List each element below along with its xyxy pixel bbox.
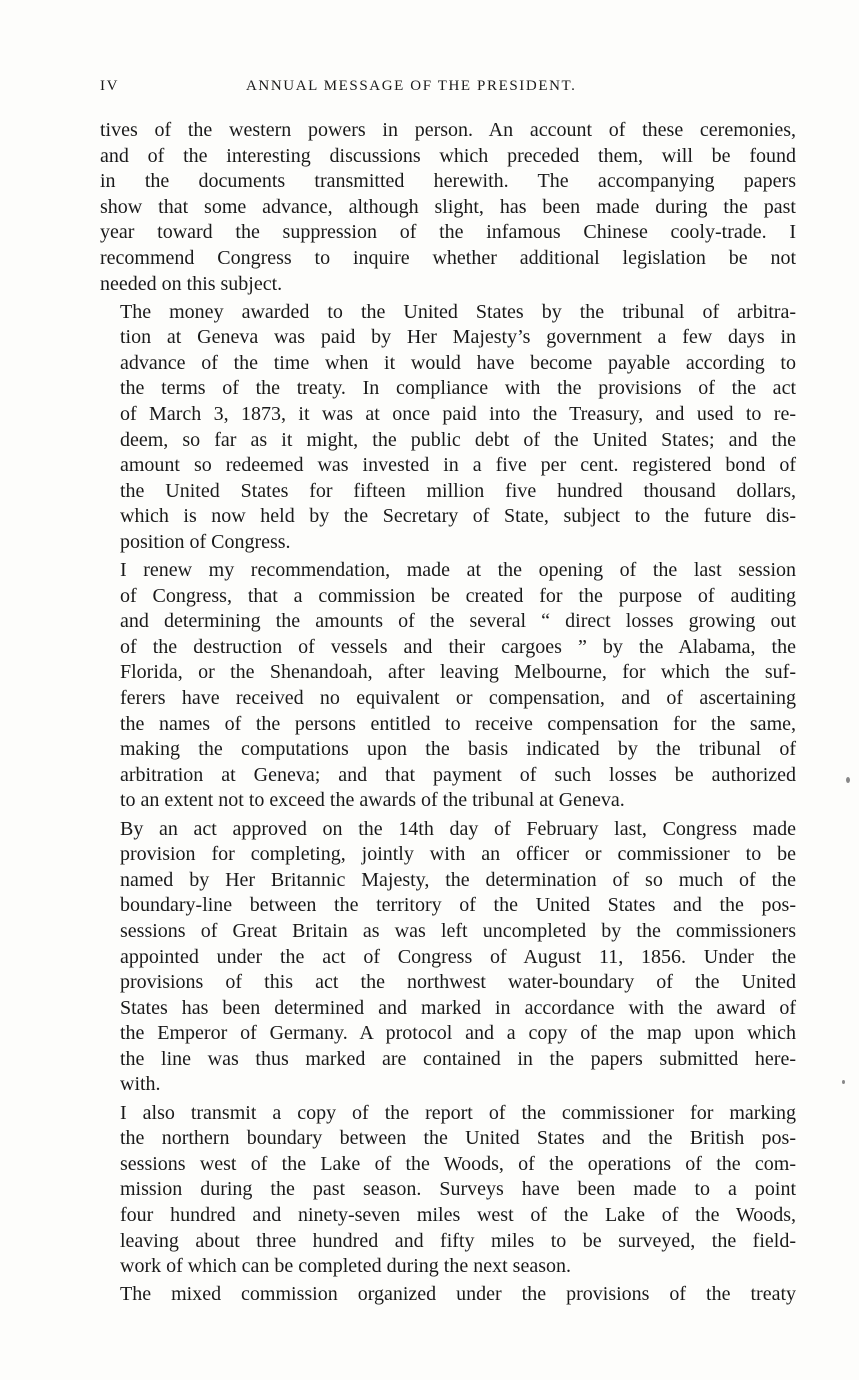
text-line: which is now held by the Secretary of State, subject to the future dis-: [120, 505, 796, 528]
text-line: ferers have received no equivalent or compensation, and of ascertaining: [120, 687, 796, 710]
text-line: to an extent not to exceed the awards of the tribunal at Geneva.: [120, 789, 625, 812]
text-line: the northern boundary between the United States and the British pos-: [120, 1127, 796, 1150]
text-line: I also transmit a copy of the report of the commissioner for marking: [120, 1101, 796, 1124]
text-line: and of the interesting discussions which preceded them, will be found: [100, 144, 796, 167]
text-line: By an act approved on the 14th day of February last, Congress made: [120, 817, 796, 840]
text-line: the terms of the treaty. In compliance with the provisions of the act: [120, 377, 796, 400]
text-line: of Congress, that a commission be created for the purpose of auditing: [120, 584, 796, 607]
running-head-title: ANNUAL MESSAGE OF THE PRESIDENT.: [246, 78, 577, 94]
text-line: the names of the persons entitled to receive compensation for the same,: [120, 712, 796, 735]
text-line: needed on this subject.: [100, 272, 283, 295]
text-line: tives of the western powers in person. An account of these ceremonies,: [100, 119, 796, 141]
text-line: leaving about three hundred and fifty miles to be surveyed, the field-: [120, 1229, 796, 1252]
text-line: provisions of this act the northwest water-boundary of the United: [120, 971, 796, 994]
text-line: work of which can be completed during the next season.: [120, 1255, 571, 1278]
text-line: of March 3, 1873, it was at once paid into the Treasury, and used to re-: [120, 403, 796, 426]
text-line: mission during the past season. Surveys have been made to a point: [120, 1178, 796, 1201]
text-line: with.: [120, 1073, 161, 1096]
paper-speck: [846, 777, 850, 783]
paragraph: [100, 1282, 796, 1308]
text-line: amount so redeemed was invested in a five per cent. registered bond of: [120, 454, 796, 477]
text-line: arbitration at Geneva; and that payment of such losses be authorized: [120, 763, 796, 786]
text-line: making the computations upon the basis indicated by the tribunal of: [120, 738, 796, 761]
paragraph: [100, 1101, 796, 1280]
text-line: I renew my recommendation, made at the opening of the last session: [120, 559, 796, 582]
text-line: The money awarded to the United States by the tribunal of arbitra-: [120, 300, 796, 323]
text-line: named by Her Britannic Majesty, the determination of so much of the: [120, 868, 796, 891]
text-line: the Emperor of Germany. A protocol and a copy of the map upon which: [120, 1022, 796, 1045]
text-line: deem, so far as it might, the public debt of the United States; and the: [120, 428, 796, 451]
paragraph: [100, 300, 796, 556]
text-line: the line was thus marked are contained in the papers submitted here-: [120, 1047, 796, 1070]
text-line: sessions west of the Lake of the Woods, of the operations of the com-: [120, 1152, 796, 1175]
text-line: the United States for fifteen million five hundred thousand dollars,: [120, 479, 796, 502]
text-line: of the destruction of vessels and their cargoes ” by the Alabama, the: [120, 635, 796, 658]
page-number: IV: [100, 78, 120, 94]
body-text: [100, 118, 796, 1310]
page-header: [100, 78, 796, 102]
text-line: year toward the suppression of the infamous Chinese cooly-trade. I: [100, 221, 796, 244]
text-line: boundary-line between the territory of the United States and the pos-: [120, 894, 796, 917]
text-line: recommend Congress to inquire whether additional legislation be not: [100, 246, 796, 269]
paragraph: [100, 817, 796, 1099]
text-line: position of Congress.: [120, 531, 291, 553]
text-line: and determining the amounts of the several “ direct losses growing out: [120, 610, 796, 633]
text-line: The mixed commission organized under the provisions of the treaty: [120, 1283, 796, 1306]
paper-speck: [842, 1080, 845, 1084]
text-line: four hundred and ninety-seven miles west of the Lake of the Woods,: [120, 1203, 796, 1226]
text-line: sessions of Great Britain as was left uncompleted by the commissioners: [120, 919, 796, 942]
text-line: Florida, or the Shenandoah, after leaving Melbourne, for which the suf-: [120, 661, 796, 684]
text-line: provision for completing, jointly with an officer or commissioner to be: [120, 843, 796, 866]
text-line: advance of the time when it would have become payable according to: [120, 351, 796, 374]
text-line: appointed under the act of Congress of August 11, 1856. Under the: [120, 945, 796, 968]
text-line: in the documents transmitted herewith. The accompanying papers: [100, 170, 796, 193]
paragraph: [100, 558, 796, 814]
text-line: show that some advance, although slight, has been made during the past: [100, 195, 796, 218]
text-line: tion at Geneva was paid by Her Majesty’s government a few days in: [120, 326, 796, 349]
text-line: States has been determined and marked in accordance with the award of: [120, 996, 796, 1019]
paragraph: [100, 118, 796, 297]
